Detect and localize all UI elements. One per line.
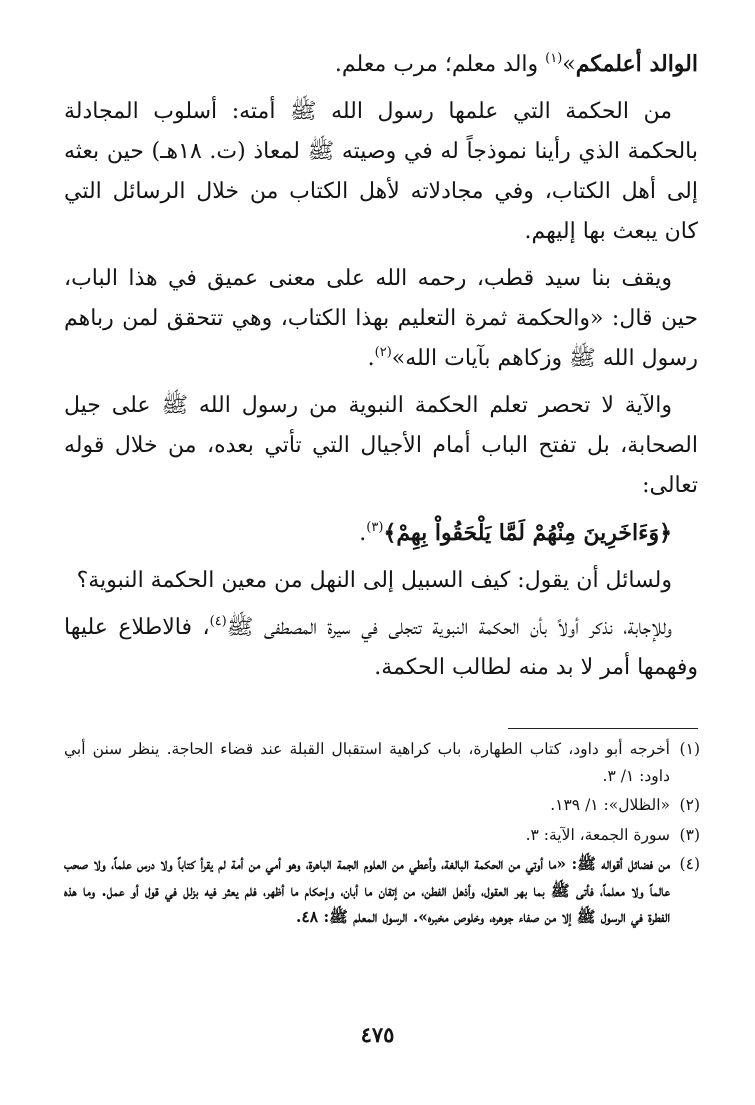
- quote-fragment: الوالد أعلمكم: [575, 51, 698, 77]
- paragraph-1: [64, 44, 698, 85]
- paragraph-3-text: ويقف بنا سيد قطب، رحمه الله على معنى عميق في هذا الباب، حين قال: «والحكمة ثمرة التعليم بهذا الكتاب، وهي تتحقق لمن رباهم رسول الله ﷺ وزكاهم بآيات الله»: [64, 266, 698, 371]
- paragraph-4: والآية لا تحصر تعلم الحكمة النبوية من رسول الله ﷺ على جيل الصحابة، بل تفتح الباب أمام الأجيال التي تأتي بعده، من خلال قوله تعالى:: [64, 393, 698, 498]
- paragraph-1-rest: والد معلم؛ مرب معلم.: [334, 52, 546, 77]
- footnote-text: من فضائل أقواله ﷺ: «ما أوتي من الحكمة البالغة، وأعطي من العلوم الجمة الباهرة، وهو أمي من أمة لم يقرأ كتاباً ولا درس علماً، ولا صحب عالماً ولا معلماً، فأتى ﷺ بما بهر العقول، وأذهل الفطن، من إتقان ما أبان، وإحكام ما أظهر، فلم يعثر فيه بزلل في قول أو عمل. وما هذه الفطرة في الرسول ﷺ إلا من صفاء جوهره، وخلوص مخبره». الرسول المعلم ﷺ: ٤٨.: [64, 854, 670, 926]
- footnote-text: «الظلال»: ١/ ١٣٩.: [550, 796, 670, 814]
- footnote-separator: [508, 728, 698, 729]
- footnote-ref-3: (٣): [366, 520, 384, 535]
- paragraph-5-end: .: [359, 521, 367, 546]
- footnote-number: (٤): [679, 855, 700, 873]
- footnote-number: (١): [679, 740, 700, 758]
- paragraph-6: ولسائل أن يقول: كيف السبيل إلى النهل من معين الحكمة النبوية؟: [76, 568, 672, 593]
- footnote-4: [64, 851, 700, 931]
- footnote-text: سورة الجمعة، الآية: ٣.: [525, 825, 670, 844]
- footnote-number: (٢): [679, 796, 700, 814]
- footnote-text: أخرجه أبو داود، كتاب الطهارة، باب كراهية استقبال القبلة عند قضاء الحاجة. ينظر سنن أبي داود: ١/ ٣.: [64, 740, 670, 785]
- paragraph-3: [64, 259, 698, 379]
- main-text: [64, 44, 698, 695]
- quote-close-mark: »: [562, 52, 576, 77]
- footnote-number: (٣): [679, 825, 700, 844]
- paragraph-5-verse: [64, 513, 698, 554]
- quran-verse: ﴿وَءَاخَرِينَ مِنْهُمْ لَمَّا يَلْحَقُواْ بِهِمْ﴾: [383, 520, 672, 546]
- footnote-ref-1: (١): [545, 51, 563, 66]
- footnote-3: [64, 822, 700, 849]
- page-number: ٤٧٥: [360, 1022, 395, 1047]
- footnotes: [64, 736, 700, 934]
- paragraph-7-text: وللإجابة، نذكر أولاً بأن الحكمة النبوية تتجلى في سيرة المصطفى ﷺ: [226, 615, 672, 640]
- paragraph-7: [64, 608, 698, 688]
- paragraph-7-rest: ، فالاطلاع عليها وفهمها أمر لا بد منه لطالب الحكمة.: [64, 615, 698, 680]
- footnote-ref-2: (٢): [374, 345, 392, 360]
- paragraph-2: من الحكمة التي علمها رسول الله ﷺ أمته: أسلوب المجادلة بالحكمة الذي رأينا نموذجاً له في وصيته ﷺ لمعاذ (ت. ١٨هـ) حين بعثه إلى أهل الكتاب، وفي مجادلاته لأهل الكتاب من خلال الرسائل التي كان يبعث بها إليهم.: [64, 99, 699, 244]
- paragraph-3-end: .: [367, 346, 375, 371]
- footnote-2: [64, 792, 700, 819]
- footnote-1: [64, 736, 700, 789]
- footnote-ref-4: (٤): [209, 614, 227, 629]
